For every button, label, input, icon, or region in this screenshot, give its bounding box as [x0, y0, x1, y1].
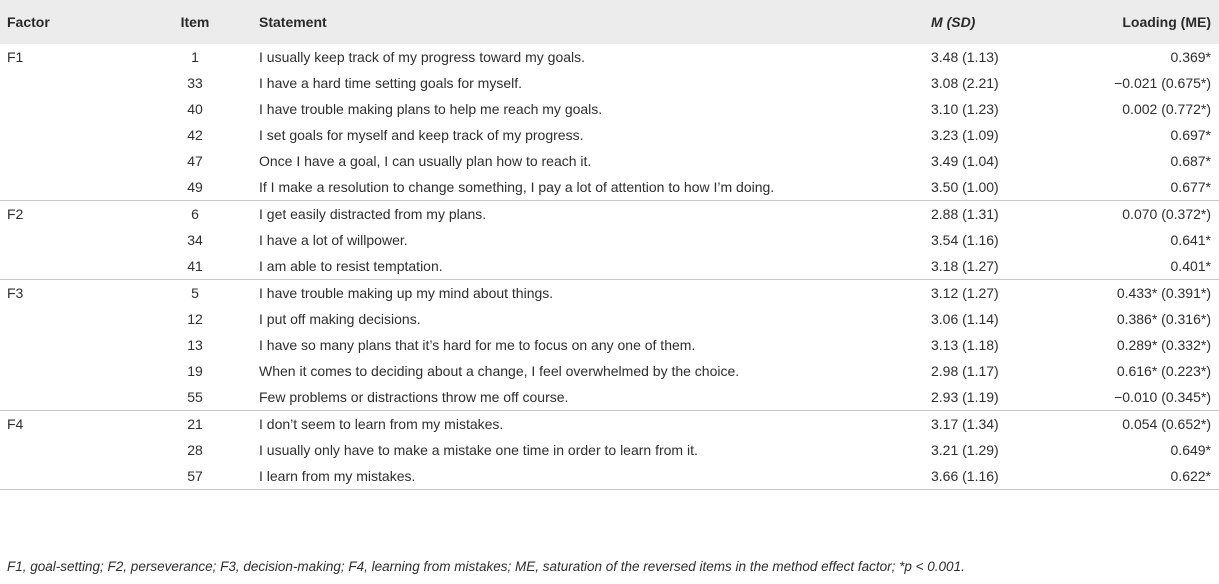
header-m-sd — [927, 0, 1071, 44]
cell-statement: Once I have a goal, I can usually plan how to reach it. — [259, 153, 592, 169]
cell-loading: 0.697* — [1170, 127, 1211, 143]
header-statement: Statement — [259, 14, 327, 30]
cell-factor — [0, 174, 135, 201]
cell-loading: 0.386* (0.316*) — [1116, 311, 1211, 327]
cell-statement: Few problems or distractions throw me off course. — [259, 389, 569, 405]
table-row — [0, 174, 1219, 201]
cell-item: 6 — [135, 201, 255, 228]
cell-loading: 0.369* — [1170, 49, 1211, 65]
table-row — [0, 463, 1219, 490]
cell-item: 1 — [191, 49, 199, 65]
table-row — [0, 201, 1219, 228]
cell-factor — [0, 358, 135, 384]
cell-loading: 0.622* — [1071, 463, 1219, 490]
cell-item: 13 — [187, 337, 203, 353]
cell-factor — [0, 332, 135, 358]
cell-m-sd: 3.48 (1.13) — [931, 49, 999, 65]
cell-loading: 0.687* — [1170, 153, 1211, 169]
cell-m-sd: 3.17 (1.34) — [927, 411, 1071, 438]
cell-item: 40 — [187, 101, 203, 117]
cell-m-sd: 3.18 (1.27) — [931, 258, 999, 274]
cell-statement: If I make a resolution to change something, I pay a lot of attention to how I’m doing. — [259, 179, 775, 195]
cell-factor — [0, 70, 135, 96]
cell-m-sd: 3.13 (1.18) — [931, 337, 999, 353]
cell-item: 57 — [135, 463, 255, 490]
cell-factor: F2 — [0, 201, 135, 228]
table-row — [0, 70, 1219, 96]
cell-factor — [0, 463, 135, 490]
cell-loading: 0.070 (0.372*) — [1071, 201, 1219, 228]
cell-m-sd: 3.66 (1.16) — [927, 463, 1071, 490]
table-row — [0, 44, 1219, 70]
cell-statement: I usually keep track of my progress toward my goals. — [259, 49, 586, 65]
cell-statement: I have a lot of willpower. — [259, 232, 408, 248]
cell-m-sd: 3.10 (1.23) — [931, 101, 999, 117]
header-factor: Factor — [7, 14, 50, 30]
table-body — [0, 44, 1219, 490]
cell-item: 33 — [187, 75, 203, 91]
table-row — [0, 280, 1219, 307]
cell-statement: I am able to resist temptation. — [259, 258, 443, 274]
cell-item: 12 — [187, 311, 203, 327]
cell-factor — [0, 306, 135, 332]
cell-item: 19 — [187, 363, 203, 379]
table-row — [0, 358, 1219, 384]
cell-factor — [0, 148, 135, 174]
cell-m-sd: 3.50 (1.00) — [931, 179, 999, 195]
cell-m-sd: 3.54 (1.16) — [931, 232, 999, 248]
cell-loading: 0.433* (0.391*) — [1071, 280, 1219, 307]
cell-factor — [0, 227, 135, 253]
table-row — [0, 148, 1219, 174]
cell-statement: I have trouble making plans to help me reach my goals. — [259, 101, 603, 117]
cell-item: 42 — [187, 127, 203, 143]
cell-item: 41 — [187, 258, 203, 274]
cell-loading: −0.010 (0.345*) — [1114, 389, 1211, 405]
cell-factor — [0, 384, 135, 411]
table-row — [0, 253, 1219, 280]
cell-loading: 0.401* — [1170, 258, 1211, 274]
cell-m-sd: 2.98 (1.17) — [931, 363, 999, 379]
cell-m-sd: 3.49 (1.04) — [931, 153, 999, 169]
cell-factor: F4 — [0, 411, 135, 438]
cell-loading: 0.641* — [1170, 232, 1211, 248]
cell-statement: I don’t seem to learn from my mistakes. — [255, 411, 927, 438]
table-header-row — [0, 0, 1219, 44]
table-row — [0, 306, 1219, 332]
table-row — [0, 227, 1219, 253]
cell-m-sd: 2.88 (1.31) — [927, 201, 1071, 228]
cell-loading: 0.616* (0.223*) — [1116, 363, 1211, 379]
header-item: Item — [180, 14, 210, 30]
header-sd: (SD) — [946, 14, 976, 30]
cell-m-sd: 2.93 (1.19) — [931, 389, 999, 405]
cell-statement: I usually only have to make a mistake one time in order to learn from it. — [259, 442, 698, 458]
cell-statement: I have a hard time setting goals for myself. — [259, 75, 523, 91]
cell-loading: 0.677* — [1170, 179, 1211, 195]
table-note: F1, goal-setting; F2, perseverance; F3, decision-making; F4, learning from mistakes; ME, saturation of the reversed items in the method effect factor; *p < 0.001. — [7, 559, 965, 574]
table-row — [0, 332, 1219, 358]
cell-loading: −0.021 (0.675*) — [1114, 75, 1211, 91]
cell-item: 34 — [187, 232, 203, 248]
cell-item: 49 — [187, 179, 203, 195]
cell-item: 47 — [187, 153, 203, 169]
cell-factor: F3 — [0, 280, 135, 307]
table-row — [0, 411, 1219, 438]
cell-m-sd: 3.21 (1.29) — [931, 442, 999, 458]
header-loading: Loading (ME) — [1122, 14, 1211, 30]
cell-m-sd: 3.08 (2.21) — [931, 75, 999, 91]
cell-loading: 0.054 (0.652*) — [1071, 411, 1219, 438]
header-m: M — [931, 14, 943, 30]
cell-statement: I have trouble making up my mind about things. — [255, 280, 927, 307]
cell-factor — [0, 96, 135, 122]
cell-statement: I set goals for myself and keep track of my progress. — [259, 127, 584, 143]
cell-item: 55 — [187, 389, 203, 405]
cell-m-sd: 3.23 (1.09) — [931, 127, 999, 143]
cell-statement: I learn from my mistakes. — [255, 463, 927, 490]
table-row — [0, 96, 1219, 122]
cell-loading: 0.289* (0.332*) — [1116, 337, 1211, 353]
cell-factor: F1 — [7, 49, 24, 65]
cell-statement: I get easily distracted from my plans. — [255, 201, 927, 228]
cell-loading: 0.649* — [1170, 442, 1211, 458]
cell-factor — [0, 122, 135, 148]
cell-item: 5 — [135, 280, 255, 307]
cell-statement: I have so many plans that it’s hard for me to focus on any one of them. — [259, 337, 696, 353]
cell-statement: When it comes to deciding about a change, I feel overwhelmed by the choice. — [259, 363, 740, 379]
table-row — [0, 437, 1219, 463]
table-row — [0, 122, 1219, 148]
cell-factor — [0, 253, 135, 280]
cell-item: 28 — [187, 442, 203, 458]
cell-m-sd: 3.06 (1.14) — [931, 311, 999, 327]
cell-item: 21 — [135, 411, 255, 438]
cell-m-sd: 3.12 (1.27) — [927, 280, 1071, 307]
cell-loading: 0.002 (0.772*) — [1122, 101, 1211, 117]
cell-factor — [0, 437, 135, 463]
cell-statement: I put off making decisions. — [259, 311, 421, 327]
table-row — [0, 384, 1219, 411]
